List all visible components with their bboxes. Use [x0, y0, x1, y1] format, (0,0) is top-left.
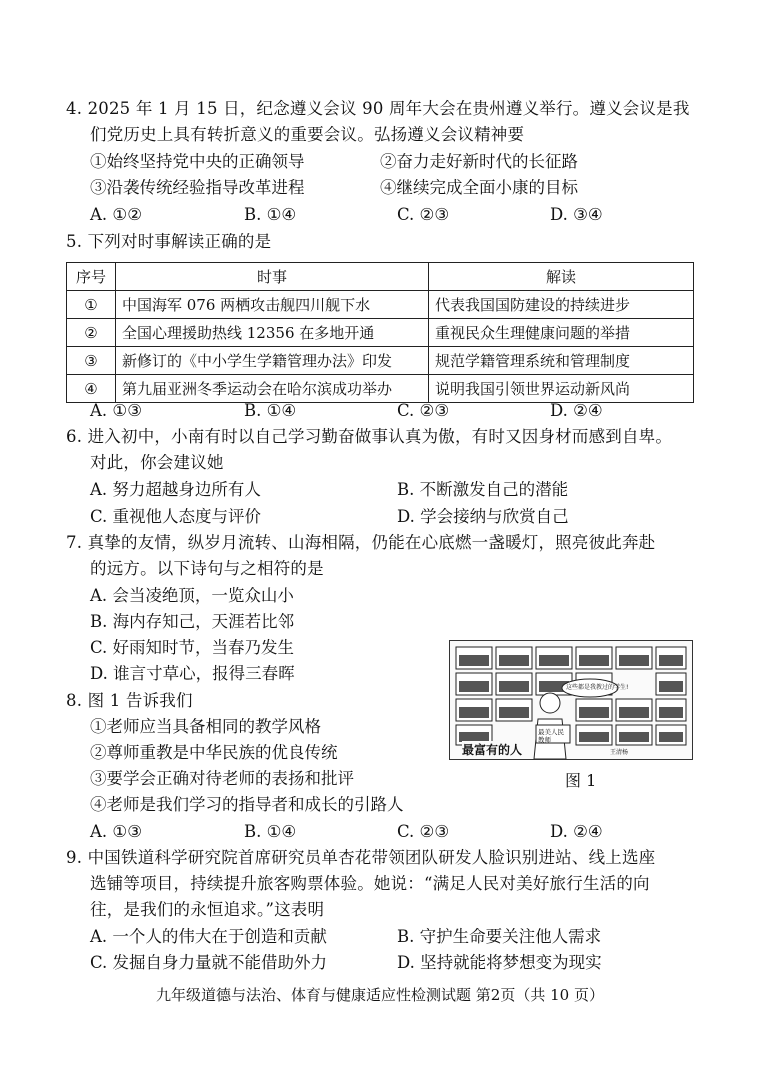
q6-option-d: D. 学会接纳与欣赏自己 [397, 507, 569, 526]
cartoon-title: 最富有的人 [462, 743, 523, 757]
q4-item-4: ④继续完成全面小康的目标 [380, 178, 578, 197]
teacher-badge-text: 最美人民教师 [538, 728, 564, 744]
q5-stem: 5. 下列对时事解读正确的是 [66, 232, 272, 251]
table-cell-event: 全国心理援助热线 12356 在多地开通 [116, 319, 429, 347]
table-row [67, 347, 694, 375]
table-cell-index: ③ [67, 347, 116, 375]
q6-stem-line2: 对此，你会建议她 [90, 453, 224, 472]
q8-option-d: D. ②④ [550, 822, 603, 841]
table-header-event: 时事 [116, 263, 429, 291]
table-row [67, 375, 694, 403]
q5-option-a: A. ①③ [90, 401, 142, 420]
q7-option-d: D. 谁言寸草心，报得三春晖 [90, 664, 295, 683]
table-row [67, 291, 694, 319]
q4-item-2: ②奋力走好新时代的长征路 [380, 152, 578, 171]
q9-option-b: B. 守护生命要关注他人需求 [397, 927, 602, 946]
q8-item-1: ①老师应当具备相同的教学风格 [90, 717, 321, 736]
q4-option-a: A. ①② [90, 205, 142, 224]
table-cell-event: 第九届亚洲冬季运动会在哈尔滨成功举办 [116, 375, 429, 403]
q8-stem: 8. 图 1 告诉我们 [66, 691, 193, 710]
table-cell-index: ② [67, 319, 116, 347]
speech-bubble-text: 这些都是我教过的学生! [566, 684, 629, 691]
cartoon-figure [449, 640, 693, 760]
q9-option-c: C. 发掘自身力量就不能借助外力 [90, 953, 328, 972]
q9-stem-line3: 往，是我们的永恒追求。”这表明 [90, 900, 325, 919]
cartoon-author: 王清杨 [610, 749, 629, 756]
q6-option-c: C. 重视他人态度与评价 [90, 507, 262, 526]
q8-option-a: A. ①③ [90, 822, 142, 841]
q9-stem-line2: 选铺等项目，持续提升旅客购票体验。她说：“满足人民对美好旅行生活的向 [90, 874, 650, 893]
q5-option-d: D. ②④ [550, 401, 603, 420]
q7-stem-line2: 的远方。以下诗句与之相符的是 [90, 559, 324, 578]
q8-option-c: C. ②③ [397, 822, 450, 841]
table-row [67, 319, 694, 347]
page-footer: 九年级道德与法治、体育与健康适应性检测试题 第2页（共 10 页） [156, 986, 604, 1004]
q4-item-3: ③沿袭传统经验指导改革进程 [90, 178, 305, 197]
q4-option-b: B. ①④ [244, 205, 297, 224]
q6-option-b: B. 不断激发自己的潜能 [397, 480, 569, 499]
q7-stem-line1: 7. 真挚的友情，纵岁月流转、山海相隔，仍能在心底燃一盏暖灯，照亮彼此奔赴 [66, 533, 656, 552]
table-cell-event: 中国海军 076 两栖攻击舰四川舰下水 [116, 291, 429, 319]
q7-option-a: A. 会当凌绝顶，一览众山小 [90, 586, 294, 605]
q6-option-a: A. 努力超越身边所有人 [90, 480, 261, 499]
q9-option-a: A. 一个人的伟大在于创造和贡献 [90, 927, 327, 946]
table-cell-event: 新修订的《中小学生学籍管理办法》印发 [116, 347, 429, 375]
q4-item-1: ①始终坚持党中央的正确领导 [90, 152, 305, 171]
q4-stem-line1: 4. 2025 年 1 月 15 日，纪念遵义会议 90 周年大会在贵州遵义举行。遵义会议是我 [66, 99, 690, 118]
table-header-index: 序号 [67, 263, 116, 291]
q7-option-c: C. 好雨知时节，当春乃发生 [90, 638, 295, 657]
q9-option-d: D. 坚持就能将梦想变为现实 [397, 953, 602, 972]
table-cell-interpretation: 代表我国国防建设的持续进步 [429, 291, 694, 319]
q8-option-b: B. ①④ [244, 822, 297, 841]
table-cell-index: ① [67, 291, 116, 319]
table-cell-interpretation: 规范学籍管理系统和管理制度 [429, 347, 694, 375]
q4-stem-line2: 们党历史上具有转折意义的重要会议。弘扬遵义会议精神要 [90, 125, 525, 144]
q8-item-2: ②尊师重教是中华民族的优良传统 [90, 743, 338, 762]
table-cell-interpretation: 重视民众生理健康问题的举措 [429, 319, 694, 347]
q4-option-c: C. ②③ [397, 205, 450, 224]
table-header-row [67, 263, 694, 291]
table-cell-index: ④ [67, 375, 116, 403]
figure-caption: 图 1 [565, 771, 597, 790]
q9-stem-line1: 9. 中国铁道科学研究院首席研究员单杏花带领团队研发人脸识别进站、线上选座 [66, 848, 656, 867]
q7-option-b: B. 海内存知己，天涯若比邻 [90, 612, 295, 631]
q8-item-3: ③要学会正确对待老师的表扬和批评 [90, 769, 354, 788]
table-cell-interpretation: 说明我国引领世界运动新风尚 [429, 375, 694, 403]
q6-stem-line1: 6. 进入初中，小南有时以自己学习勤奋做事认真为傲，有时又因身材而感到自卑。 [66, 427, 673, 446]
q4-option-d: D. ③④ [550, 205, 603, 224]
current-events-table [66, 262, 694, 403]
q5-option-c: C. ②③ [397, 401, 450, 420]
q5-option-b: B. ①④ [244, 401, 297, 420]
q8-item-4: ④老师是我们学习的指导者和成长的引路人 [90, 795, 404, 814]
table-header-interpretation: 解读 [429, 263, 694, 291]
